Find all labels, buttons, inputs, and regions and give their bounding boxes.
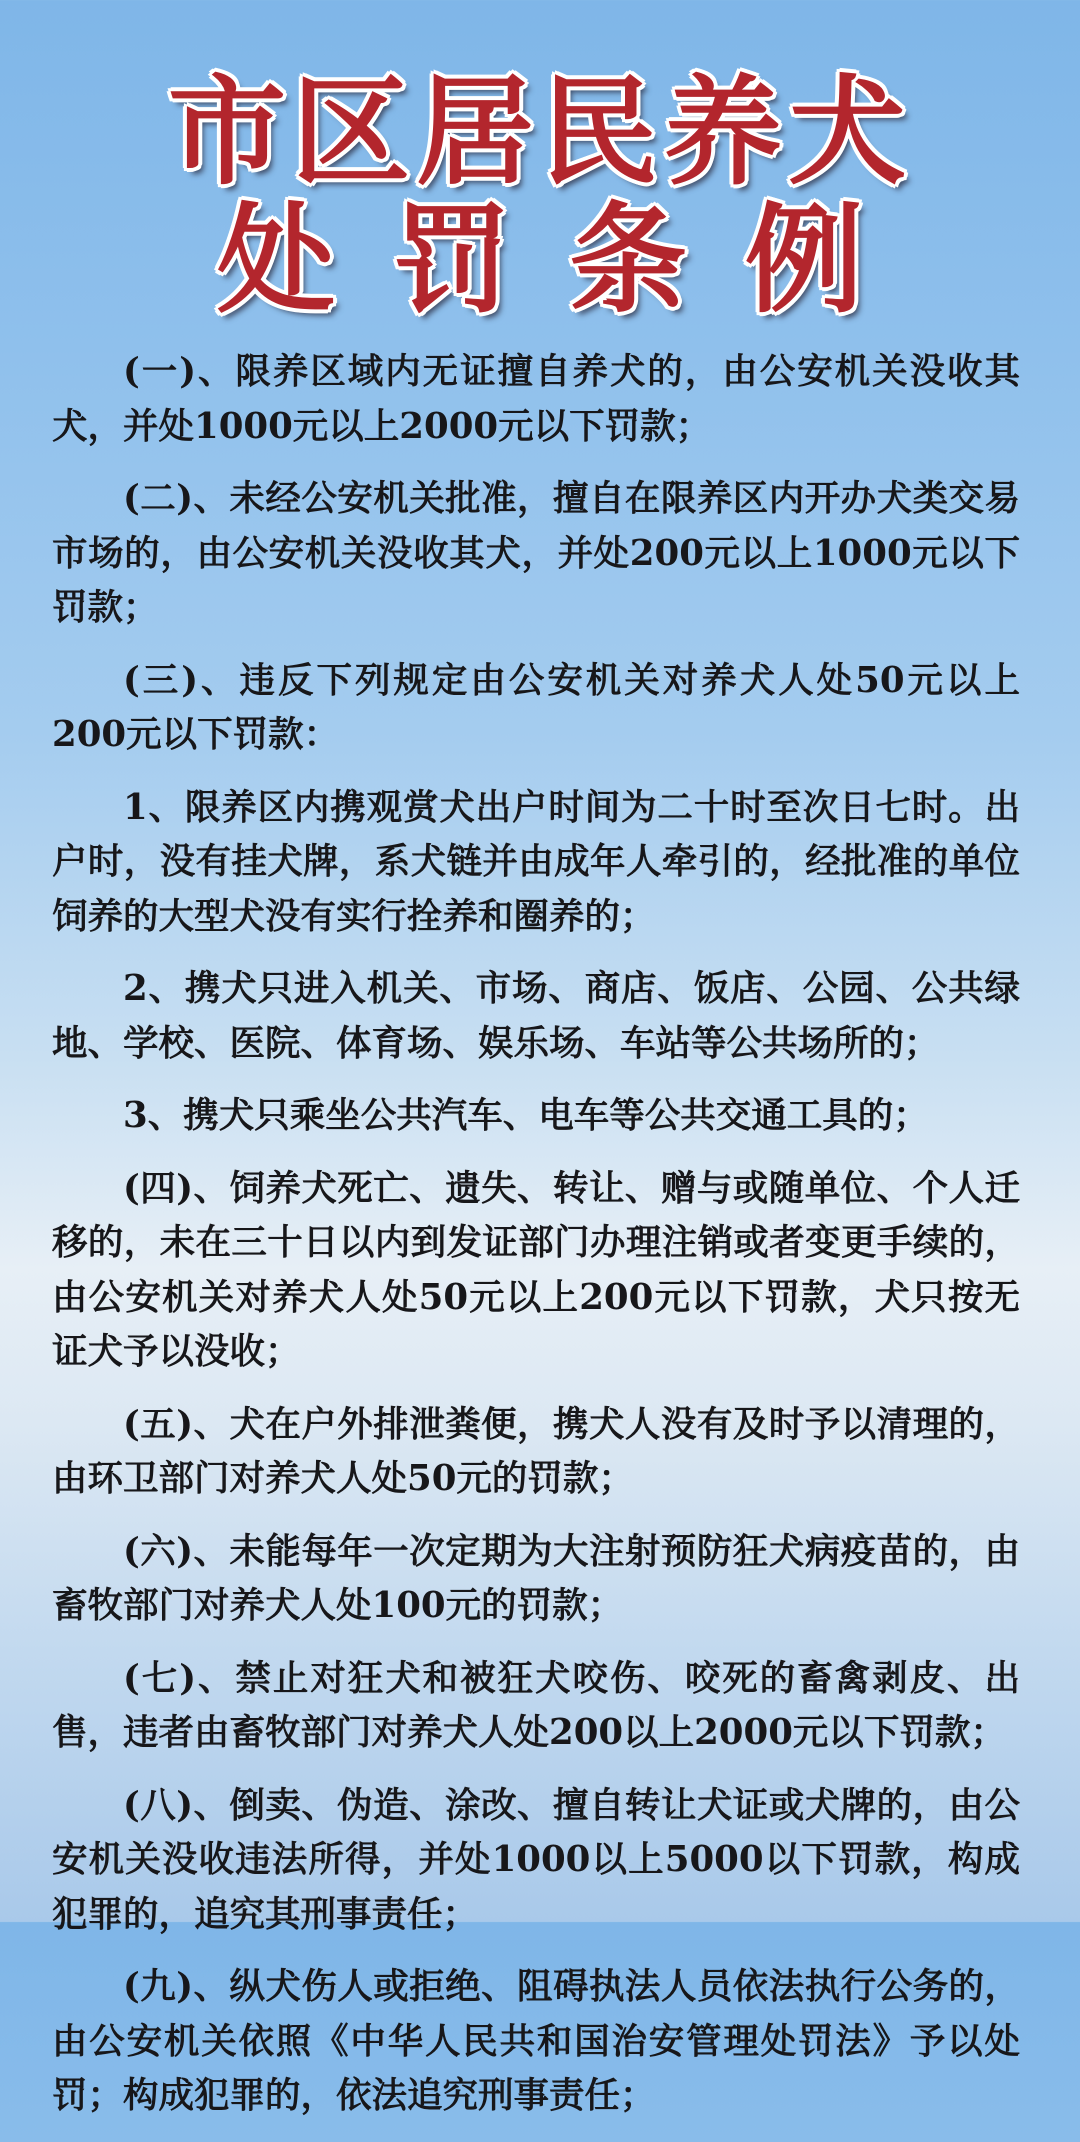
clause-1: (一)、限养区域内无证擅自养犬的，由公安机关没收其犬，并处1000元以上2000元以下罚款； [52, 351, 1020, 447]
clause-6: (六)、未能每年一次定期为大注射预防狂犬病疫苗的，由畜牧部门对养犬人处100元的罚款； [52, 1530, 1020, 1626]
clause-3-item-1: 1、限养区内携观赏犬出户时间为二十时至次日七时。出户时，没有挂犬牌，系犬链并由成年人牵引的，经批准的单位饲养的大型犬没有实行拴养和圈养的； [52, 786, 1020, 937]
clause-8: (八)、倒卖、伪造、涂改、擅自转让犬证或犬牌的，由公安机关没收违法所得，并处1000以上5000以下罚款，构成犯罪的，追究其刑事责任； [52, 1784, 1020, 1935]
clause-2: (二)、未经公安机关批准，擅自在限养区内开办犬类交易市场的，由公安机关没收其犬，并处200元以上1000元以下罚款； [52, 478, 1020, 628]
poster-title-line-2: 处罚条例 [216, 190, 921, 329]
clause-3-item-2: 2、携犬只进入机关、市场、商店、饭店、公园、公共绿地、学校、医院、体育场、娱乐场、车站等公共场所的； [52, 968, 1020, 1064]
clause-9: (九)、纵犬伤人或拒绝、阻碍执法人员依法执行公务的，由公安机关依照《中华人民共和国治安管理处罚法》予以处罚；构成犯罪的，依法追究刑事责任； [52, 1966, 1020, 2116]
clause-3-item-3: 3、携犬只乘坐公共汽车、电车等公共交通工具的； [123, 1095, 929, 1136]
clause-7: (七)、禁止对狂犬和被狂犬咬伤、咬死的畜禽剥皮、出售，违者由畜牧部门对养犬人处200以上2000元以下罚款； [52, 1657, 1020, 1753]
poster-title-line-1: 市区居民养犬 [167, 62, 912, 201]
clause-4: (四)、饲养犬死亡、遗失、转让、赠与或随单位、个人迁移的，未在三十日以内到发证部门办理注销或者变更手续的，由公安机关对养犬人处50元以上200元以下罚款，犬只按无证犬予以没收； [52, 1167, 1020, 1372]
clause-5: (五)、犬在户外排泄粪便，携犬人没有及时予以清理的，由环卫部门对养犬人处50元的罚款； [52, 1403, 1020, 1499]
regulation-body [52, 345, 1020, 2142]
clause-3: (三)、违反下列规定由公安机关对养犬人处50元以上200元以下罚款： [52, 659, 1020, 755]
